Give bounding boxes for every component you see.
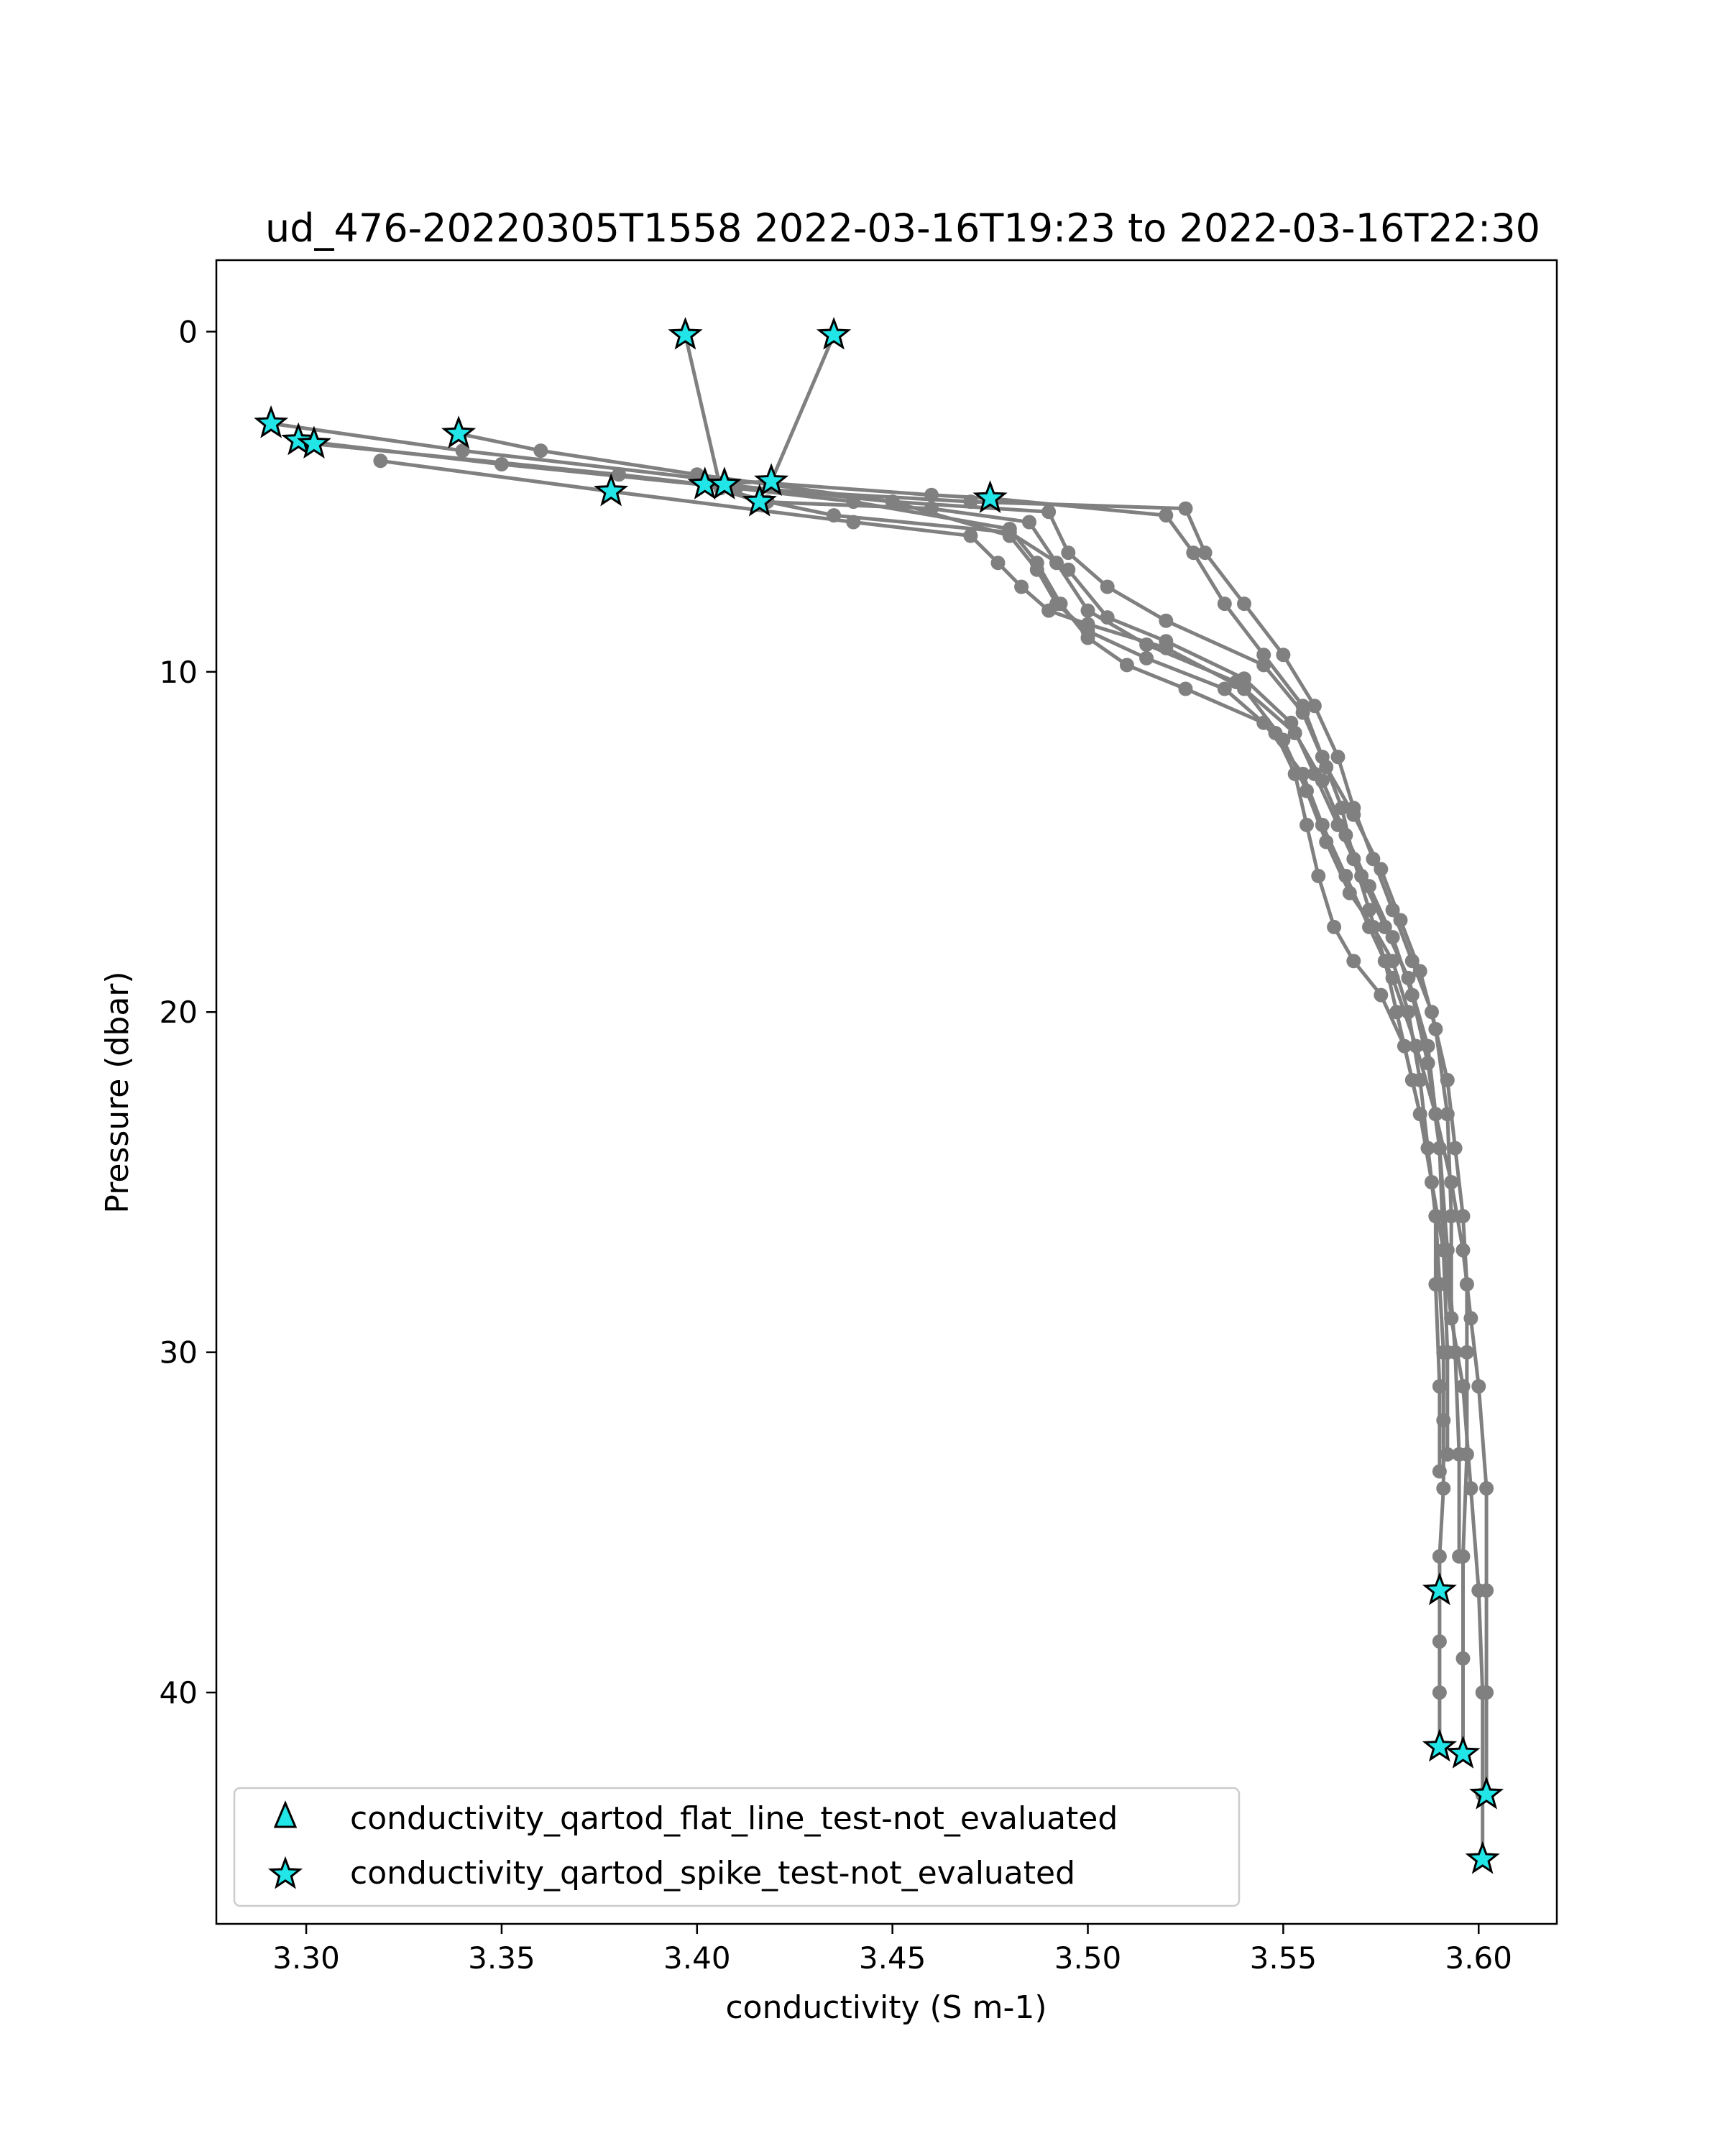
data-point — [1049, 556, 1064, 570]
data-point — [1463, 1311, 1478, 1325]
data-point — [1362, 879, 1376, 893]
data-point — [1276, 648, 1290, 662]
data-point — [373, 453, 387, 468]
data-point — [1315, 773, 1330, 788]
data-point — [1432, 1685, 1447, 1700]
data-point — [1452, 1549, 1466, 1564]
data-point — [533, 443, 548, 458]
data-point — [1448, 1345, 1463, 1360]
data-point — [1421, 1056, 1435, 1070]
data-point — [991, 556, 1006, 570]
data-point — [1428, 1022, 1443, 1036]
data-point — [1288, 726, 1302, 740]
data-point — [1229, 675, 1243, 689]
data-point — [1030, 563, 1044, 577]
data-point — [886, 494, 900, 509]
chart-title: ud_476-20220305T1558 2022-03-16T19:23 to 2022-03-16T22:30 — [265, 206, 1540, 251]
data-point — [1198, 545, 1213, 560]
data-point — [1386, 930, 1400, 944]
plot-area — [216, 260, 1557, 1924]
data-point — [1394, 913, 1408, 927]
x-tick-label: 3.55 — [1249, 1940, 1317, 1976]
data-point — [1432, 1634, 1447, 1649]
data-point — [1471, 1583, 1486, 1598]
x-tick-label: 3.40 — [663, 1940, 731, 1976]
y-tick-label: 30 — [159, 1335, 198, 1370]
data-point — [1100, 580, 1115, 594]
data-point — [1139, 651, 1154, 665]
x-axis-label: conductivity (S m-1) — [725, 1989, 1047, 2026]
legend-label-spike: conductivity_qartod_spike_test-not_evaluated — [350, 1855, 1076, 1892]
y-tick-label: 10 — [159, 654, 198, 690]
data-point — [1413, 1073, 1427, 1087]
data-point — [1120, 658, 1134, 672]
data-point — [1456, 1243, 1471, 1258]
data-point — [1218, 596, 1232, 611]
data-point — [1397, 1039, 1412, 1054]
y-axis-ticks — [160, 314, 216, 1710]
data-point — [1159, 634, 1173, 648]
data-point — [1471, 1379, 1486, 1393]
data-point — [1374, 862, 1388, 876]
data-point — [1331, 750, 1346, 764]
data-point — [1179, 682, 1193, 696]
data-point — [1463, 1481, 1478, 1496]
data-point — [1444, 1209, 1458, 1223]
data-point — [1338, 828, 1353, 842]
data-point — [1061, 545, 1075, 560]
x-tick-label: 3.30 — [272, 1940, 340, 1976]
data-point — [1296, 706, 1310, 720]
data-point — [1300, 784, 1314, 798]
data-point — [1159, 614, 1173, 628]
data-point — [1413, 964, 1427, 978]
data-point — [1237, 596, 1251, 611]
data-point — [1327, 920, 1341, 934]
data-point — [1346, 954, 1361, 968]
data-point — [1476, 1685, 1490, 1700]
data-point — [1319, 760, 1333, 774]
data-point — [1346, 808, 1361, 822]
data-point — [1374, 988, 1388, 1003]
data-point — [827, 508, 841, 522]
x-tick-label: 3.60 — [1445, 1940, 1513, 1976]
y-tick-label: 0 — [178, 314, 198, 350]
data-point — [1405, 988, 1420, 1003]
data-point — [1081, 604, 1095, 618]
data-point — [1432, 1464, 1447, 1478]
legend-label-flat-line: conductivity_qartod_flat_line_test-not_evaluated — [350, 1800, 1118, 1837]
data-point — [1343, 886, 1357, 900]
data-point — [1081, 617, 1095, 632]
data-point — [1014, 580, 1029, 594]
data-point — [1432, 1379, 1447, 1393]
data-point — [1452, 1447, 1466, 1462]
data-point — [1432, 1549, 1447, 1564]
data-point — [1159, 508, 1173, 522]
data-point — [1432, 1141, 1447, 1156]
data-point — [612, 467, 626, 482]
data-point — [1300, 818, 1314, 832]
data-point — [1456, 1651, 1471, 1666]
data-point — [1041, 505, 1056, 519]
data-point — [1003, 525, 1017, 540]
x-tick-label: 3.45 — [858, 1940, 926, 1976]
data-point — [1319, 835, 1333, 849]
y-tick-label: 20 — [159, 995, 198, 1031]
y-axis-label: Pressure (dbar) — [99, 971, 136, 1214]
legend — [234, 1788, 1239, 1906]
x-tick-label: 3.50 — [1054, 1940, 1122, 1976]
data-point — [1440, 1107, 1455, 1121]
data-point — [1022, 515, 1036, 530]
data-point — [1139, 637, 1154, 652]
data-point — [1179, 502, 1193, 516]
y-tick-label: 40 — [159, 1675, 198, 1711]
data-point — [1041, 604, 1056, 618]
x-axis-ticks — [272, 1924, 1512, 1976]
data-point — [1256, 658, 1271, 672]
data-point — [1428, 1277, 1443, 1291]
data-point — [1444, 1311, 1458, 1325]
data-point — [1479, 1481, 1494, 1496]
data-point — [1311, 869, 1325, 883]
x-tick-label: 3.35 — [468, 1940, 535, 1976]
data-point — [1436, 1481, 1450, 1496]
